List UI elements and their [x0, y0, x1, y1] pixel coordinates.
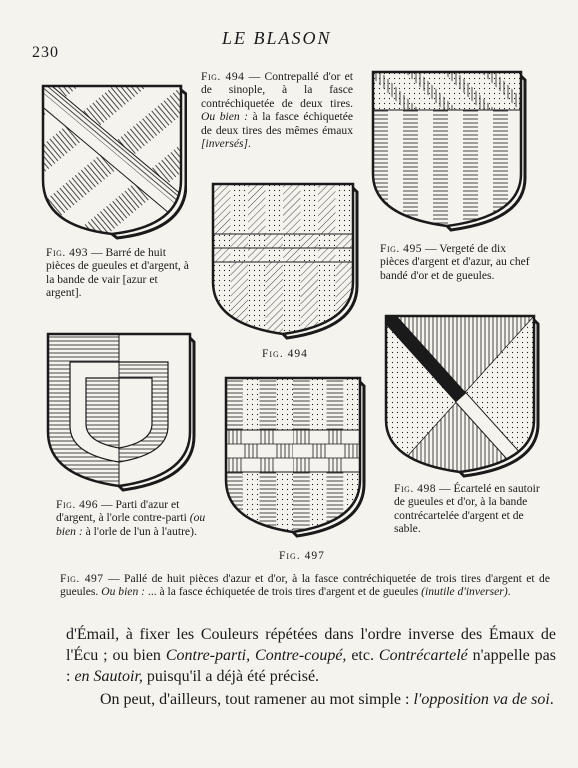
figure-label-497: Fig. 497: [279, 550, 325, 562]
caption-fig-495: Fig. 495 — Vergeté de dix pièces d'argent et d'azur, au chef bandé d'or et de gueules.: [380, 242, 530, 282]
caption-fig-497: Fig. 497 — Pallé de huit pièces d'azur et d'or, à la fasce contréchiquetée de trois tires d'argent et de gueules. Ou bien : ... à la fasce échiquetée de trois tires d'argent et de gueules (inutile d'inverser).: [60, 572, 551, 599]
caption-fig-498: Fig. 498 — Écartelé en sautoir de gueules et d'or, à la bande contrécartelée d'argent et de sable.: [394, 482, 540, 536]
body-paragraph-1: d'Émail, à fixer les Couleurs répétées dans l'ordre inverse des Émaux de l'Écu ; ou bien Contre-parti, Contre-coupé, etc. Contrécartelé n'appelle pas : en Sautoir, puisqu'il a déjà été précisé.: [66, 626, 556, 685]
figure-label-494: Fig. 494: [262, 348, 308, 360]
shield-fig-496: [42, 328, 196, 492]
caption-fig-494: Fig. 494 — Contrepallé d'or et de sinople, à la fasce contréchiquetée de deux tires. Ou bien : à la fasce échiquetée de deux tires des mêmes émaux [inversés].: [201, 70, 354, 151]
shield-fig-497: [220, 372, 366, 538]
caption-fig-493: Fig. 493 — Barré de huit pièces de gueules et d'argent, à la bande de vair [azur et argent].: [46, 246, 189, 300]
shield-fig-495: [367, 66, 527, 236]
caption-fig-496: Fig. 496 — Parti d'azur et d'argent, à l'orle contre-parti (ou bien : à l'orle de l'un à l'autre).: [56, 498, 206, 538]
shield-fig-498: [380, 310, 540, 482]
shield-fig-494: [207, 178, 359, 340]
body-paragraph-2: On peut, d'ailleurs, tout ramener au mot simple : l'opposition va de soi.: [100, 691, 554, 708]
shield-fig-493: [37, 80, 187, 240]
running-title: LE BLASON: [222, 28, 332, 48]
page-number: 230: [32, 44, 59, 61]
